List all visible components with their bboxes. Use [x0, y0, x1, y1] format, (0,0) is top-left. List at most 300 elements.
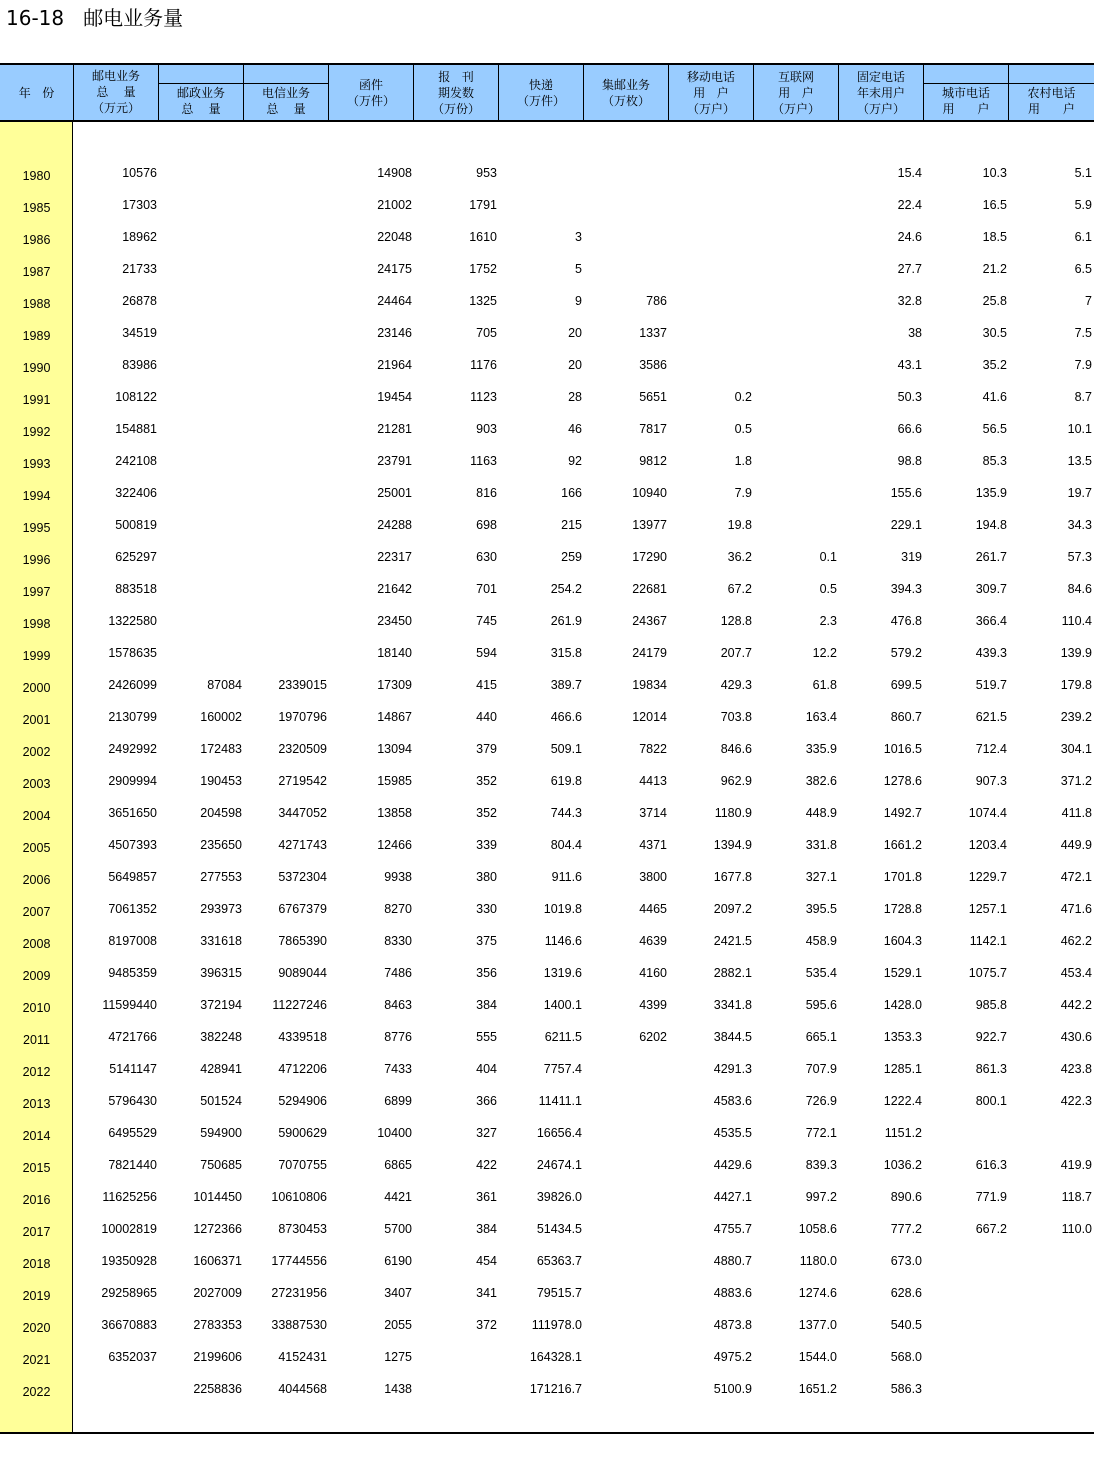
cell-urban: 667.2	[975, 1222, 1007, 1236]
cell-total: 5141147	[109, 1062, 157, 1076]
cell-rural: 118.7	[1061, 1190, 1092, 1204]
cell-stamps: 9812	[639, 454, 667, 468]
header-year	[0, 65, 74, 120]
cell-periodicals: 384	[476, 1222, 497, 1236]
table-row	[0, 1342, 1094, 1374]
cell-rural: 419.9	[1060, 1158, 1092, 1172]
cell-internet: 1377.0	[798, 1318, 837, 1332]
cell-stamps: 4465	[639, 902, 667, 916]
table-row	[0, 190, 1094, 222]
cell-urban: 922.7	[975, 1030, 1007, 1044]
cell-periodicals: 356	[476, 966, 497, 980]
table-row	[0, 254, 1094, 286]
cell-postal: 2199606	[193, 1350, 242, 1364]
cell-urban: 1257.1	[968, 902, 1007, 916]
cell-mobile: 4880.7	[713, 1254, 752, 1268]
cell-rural: 472.1	[1060, 870, 1092, 884]
cell-postal: 501524	[200, 1094, 242, 1108]
cell-letters: 21281	[377, 422, 412, 436]
cell-internet: 0.1	[819, 550, 837, 564]
cell-internet: 163.4	[805, 710, 837, 724]
cell-periodicals: 1610	[469, 230, 497, 244]
cell-internet: 382.6	[805, 774, 837, 788]
cell-fixed: 1222.4	[883, 1094, 922, 1108]
cell-internet: 707.9	[805, 1062, 837, 1076]
cell-fixed: 1278.6	[883, 774, 922, 788]
cell-mobile: 1677.8	[713, 870, 752, 884]
cell-year: 2002	[22, 745, 51, 759]
cell-year: 1988	[22, 297, 51, 311]
table-row	[0, 670, 1094, 702]
cell-telecom: 6767379	[278, 902, 327, 916]
cell-express: 164328.1	[529, 1350, 582, 1364]
cell-internet: 331.8	[805, 838, 837, 852]
cell-urban: 25.8	[982, 294, 1007, 308]
cell-internet: 595.6	[805, 998, 837, 1012]
cell-express: 259	[561, 550, 582, 564]
cell-mobile: 67.2	[727, 582, 752, 596]
cell-mobile: 429.3	[720, 678, 752, 692]
cell-total: 7821440	[108, 1158, 157, 1172]
header-express	[499, 65, 584, 120]
header-fixed	[839, 65, 924, 120]
cell-fixed: 1285.1	[883, 1062, 922, 1076]
cell-mobile: 4535.5	[713, 1126, 752, 1140]
cell-fixed: 568.0	[890, 1350, 922, 1364]
cell-rural: 57.3	[1067, 550, 1092, 564]
cell-rural: 442.2	[1060, 998, 1092, 1012]
cell-rural: 423.8	[1060, 1062, 1092, 1076]
cell-telecom: 4152431	[278, 1350, 327, 1364]
cell-total: 83986	[122, 358, 157, 372]
cell-mobile: 4755.7	[713, 1222, 752, 1236]
cell-periodicals: 341	[476, 1286, 497, 1300]
header-periodicals-label: 报 刊 期发数 （万份）	[431, 70, 480, 116]
cell-internet: 665.1	[805, 1030, 837, 1044]
header-stamps-label: 集邮业务 （万枚）	[601, 78, 650, 108]
cell-periodicals: 352	[476, 806, 497, 820]
cell-year: 2022	[22, 1385, 51, 1399]
cell-fixed: 50.3	[897, 390, 922, 404]
table-row	[0, 638, 1094, 670]
cell-internet: 1180.0	[799, 1254, 837, 1268]
cell-letters: 4421	[384, 1190, 412, 1204]
cell-urban: 18.5	[982, 230, 1007, 244]
table-row	[0, 734, 1094, 766]
cell-year: 2016	[22, 1193, 51, 1207]
cell-urban: 30.5	[982, 326, 1007, 340]
cell-total: 5649857	[108, 870, 157, 884]
cell-total: 26878	[122, 294, 157, 308]
cell-rural: 34.3	[1067, 518, 1092, 532]
cell-stamps: 3800	[639, 870, 667, 884]
header-letters-label: 函件 （万件）	[346, 78, 395, 108]
cell-year: 2013	[22, 1097, 51, 1111]
table-row	[0, 574, 1094, 606]
cell-fixed: 1604.3	[883, 934, 922, 948]
cell-year: 2001	[22, 713, 51, 727]
cell-urban: 907.3	[975, 774, 1007, 788]
table-row	[0, 830, 1094, 862]
cell-express: 111978.0	[531, 1318, 582, 1332]
table-row	[0, 894, 1094, 926]
cell-letters: 8270	[384, 902, 412, 916]
cell-year: 1980	[22, 169, 51, 183]
cell-total: 625297	[115, 550, 157, 564]
cell-fixed: 890.6	[890, 1190, 922, 1204]
cell-total: 34519	[122, 326, 157, 340]
cell-urban: 985.8	[975, 998, 1007, 1012]
cell-mobile: 703.8	[720, 710, 752, 724]
header-periodicals	[414, 65, 499, 120]
cell-stamps: 24367	[632, 614, 667, 628]
cell-telecom: 7070755	[278, 1158, 327, 1172]
table-row	[0, 990, 1094, 1022]
cell-internet: 327.1	[805, 870, 837, 884]
cell-letters: 25001	[377, 486, 412, 500]
cell-letters: 8463	[384, 998, 412, 1012]
cell-stamps: 12014	[632, 710, 667, 724]
header-stamps	[584, 65, 669, 120]
cell-postal: 382248	[200, 1030, 242, 1044]
cell-total: 2130799	[108, 710, 157, 724]
cell-express: 5	[575, 262, 582, 276]
cell-postal: 1272366	[193, 1222, 242, 1236]
cell-year: 2020	[22, 1321, 51, 1335]
cell-express: 254.2	[550, 582, 582, 596]
header-total-label: 邮电业务 总 量 （万元）	[91, 69, 140, 115]
cell-stamps: 17290	[632, 550, 667, 564]
cell-stamps: 6202	[639, 1030, 667, 1044]
cell-mobile: 5100.9	[713, 1382, 752, 1396]
header-postal-label: 邮政业务 总 量	[176, 86, 225, 116]
cell-stamps: 3586	[639, 358, 667, 372]
cell-urban: 1074.4	[968, 806, 1007, 820]
cell-internet: 335.9	[805, 742, 837, 756]
cell-express: 16656.4	[536, 1126, 582, 1140]
cell-periodicals: 1163	[470, 454, 497, 468]
cell-periodicals: 816	[476, 486, 497, 500]
cell-urban: 194.8	[975, 518, 1007, 532]
cell-fixed: 1016.5	[883, 742, 922, 756]
cell-letters: 18140	[377, 646, 412, 660]
cell-urban: 1142.1	[969, 934, 1007, 948]
cell-mobile: 1180.9	[714, 806, 752, 820]
cell-total: 3651650	[108, 806, 157, 820]
cell-mobile: 19.8	[727, 518, 752, 532]
cell-rural: 84.6	[1067, 582, 1092, 596]
cell-rural: 139.9	[1060, 646, 1092, 660]
cell-periodicals: 440	[476, 710, 497, 724]
cell-rural: 110.0	[1061, 1222, 1092, 1236]
cell-periodicals: 555	[476, 1030, 497, 1044]
cell-fixed: 1353.3	[883, 1030, 922, 1044]
table-row	[0, 414, 1094, 446]
cell-year: 1997	[22, 585, 51, 599]
cell-telecom: 17744556	[271, 1254, 327, 1268]
table-row	[0, 1182, 1094, 1214]
cell-year: 2006	[22, 873, 51, 887]
cell-express: 20	[568, 326, 582, 340]
cell-mobile: 207.7	[720, 646, 752, 660]
cell-fixed: 98.8	[897, 454, 922, 468]
cell-internet: 12.2	[812, 646, 837, 660]
cell-mobile: 0.5	[734, 422, 752, 436]
cell-stamps: 4413	[639, 774, 667, 788]
cell-express: 28	[568, 390, 582, 404]
cell-fixed: 628.6	[890, 1286, 922, 1300]
cell-mobile: 3341.8	[713, 998, 752, 1012]
cell-express: 619.8	[550, 774, 582, 788]
cell-letters: 21642	[377, 582, 412, 596]
cell-fixed: 1529.1	[883, 966, 922, 980]
cell-express: 3	[575, 230, 582, 244]
cell-year: 1998	[22, 617, 51, 631]
header-total	[74, 65, 159, 120]
cell-mobile: 962.9	[720, 774, 752, 788]
table-row	[0, 1310, 1094, 1342]
table-row	[0, 350, 1094, 382]
cell-fixed: 579.2	[890, 646, 922, 660]
cell-letters: 23146	[377, 326, 412, 340]
header-fixed-label: 固定电话 年末用户 （万户）	[856, 70, 905, 116]
cell-urban: 41.6	[982, 390, 1007, 404]
cell-periodicals: 745	[476, 614, 497, 628]
cell-urban: 309.7	[975, 582, 1007, 596]
cell-express: 24674.1	[536, 1158, 582, 1172]
cell-fixed: 229.1	[890, 518, 922, 532]
cell-stamps: 19834	[632, 678, 667, 692]
cell-total: 19350928	[101, 1254, 157, 1268]
cell-periodicals: 953	[476, 166, 497, 180]
table-row	[0, 1022, 1094, 1054]
cell-letters: 7486	[384, 966, 412, 980]
cell-fixed: 860.7	[890, 710, 922, 724]
cell-fixed: 1728.8	[883, 902, 922, 916]
cell-letters: 23791	[377, 454, 412, 468]
cell-telecom: 33887530	[271, 1318, 327, 1332]
cell-total: 8197008	[108, 934, 157, 948]
cell-periodicals: 415	[476, 678, 497, 692]
header-subgroup-divider-phone	[924, 83, 1094, 84]
cell-rural: 8.7	[1074, 390, 1092, 404]
cell-postal: 235650	[200, 838, 242, 852]
cell-internet: 61.8	[812, 678, 837, 692]
cell-year: 1993	[22, 457, 51, 471]
cell-letters: 24288	[377, 518, 412, 532]
cell-fixed: 66.6	[897, 422, 922, 436]
cell-mobile: 2421.5	[713, 934, 752, 948]
cell-postal: 396315	[200, 966, 242, 980]
cell-telecom: 9089044	[278, 966, 327, 980]
cell-postal: 277553	[200, 870, 242, 884]
cell-periodicals: 705	[476, 326, 497, 340]
cell-letters: 22317	[377, 550, 412, 564]
table-row	[0, 798, 1094, 830]
cell-express: 744.3	[550, 806, 582, 820]
cell-rural: 304.1	[1060, 742, 1092, 756]
cell-total: 36670883	[101, 1318, 157, 1332]
cell-mobile: 4883.6	[713, 1286, 752, 1300]
cell-postal: 428941	[200, 1062, 242, 1076]
cell-fixed: 476.8	[890, 614, 922, 628]
cell-postal: 2027009	[193, 1286, 242, 1300]
cell-mobile: 0.2	[734, 390, 752, 404]
cell-internet: 535.4	[805, 966, 837, 980]
cell-telecom: 2320509	[278, 742, 327, 756]
cell-postal: 331618	[200, 934, 242, 948]
cell-periodicals: 594	[476, 646, 497, 660]
cell-periodicals: 380	[476, 870, 497, 884]
cell-total: 11599440	[102, 998, 157, 1012]
cell-letters: 9938	[384, 870, 412, 884]
cell-mobile: 128.8	[720, 614, 752, 628]
cell-total: 108122	[115, 390, 157, 404]
cell-total: 21733	[122, 262, 157, 276]
cell-telecom: 5372304	[278, 870, 327, 884]
cell-postal: 190453	[200, 774, 242, 788]
cell-periodicals: 1176	[470, 358, 497, 372]
cell-mobile: 4291.3	[713, 1062, 752, 1076]
table-row	[0, 862, 1094, 894]
table-row	[0, 542, 1094, 574]
cell-total: 242108	[115, 454, 157, 468]
cell-letters: 6865	[384, 1158, 412, 1172]
cell-mobile: 2882.1	[713, 966, 752, 980]
cell-telecom: 10610806	[271, 1190, 327, 1204]
cell-rural: 7.9	[1074, 358, 1092, 372]
cell-fixed: 319	[901, 550, 922, 564]
cell-express: 171216.7	[529, 1382, 582, 1396]
cell-internet: 1544.0	[798, 1350, 837, 1364]
cell-mobile: 3844.5	[713, 1030, 752, 1044]
cell-urban: 439.3	[975, 646, 1007, 660]
cell-year: 2018	[22, 1257, 51, 1271]
cell-letters: 15985	[377, 774, 412, 788]
cell-total: 6352037	[108, 1350, 157, 1364]
cell-fixed: 1492.7	[883, 806, 922, 820]
cell-postal: 2258836	[193, 1382, 242, 1396]
cell-express: 389.7	[550, 678, 582, 692]
table-row	[0, 1054, 1094, 1086]
cell-fixed: 777.2	[890, 1222, 922, 1236]
cell-letters: 23450	[377, 614, 412, 628]
cell-mobile: 846.6	[720, 742, 752, 756]
cell-letters: 24464	[377, 294, 412, 308]
cell-express: 166	[561, 486, 582, 500]
cell-total: 322406	[115, 486, 157, 500]
cell-total: 9485359	[108, 966, 157, 980]
cell-year: 2011	[23, 1033, 50, 1047]
cell-periodicals: 701	[476, 582, 497, 596]
cell-fixed: 1428.0	[883, 998, 922, 1012]
cell-periodicals: 1325	[469, 294, 497, 308]
cell-express: 79515.7	[536, 1286, 582, 1300]
cell-rural: 371.2	[1060, 774, 1092, 788]
cell-periodicals: 404	[476, 1062, 497, 1076]
cell-stamps: 24179	[632, 646, 667, 660]
cell-express: 11411.1	[538, 1094, 582, 1108]
cell-urban: 1229.7	[968, 870, 1007, 884]
cell-year: 1987	[22, 265, 51, 279]
cell-rural: 6.5	[1074, 262, 1092, 276]
cell-rural: 430.6	[1060, 1030, 1092, 1044]
cell-express: 1400.1	[543, 998, 582, 1012]
table-row	[0, 702, 1094, 734]
cell-stamps: 4371	[639, 838, 667, 852]
cell-year: 1992	[22, 425, 51, 439]
cell-internet: 726.9	[805, 1094, 837, 1108]
cell-total: 5796430	[108, 1094, 157, 1108]
cell-total: 2426099	[108, 678, 157, 692]
cell-year: 2000	[22, 681, 51, 695]
cell-rural: 462.2	[1060, 934, 1092, 948]
cell-urban: 10.3	[982, 166, 1007, 180]
cell-periodicals: 375	[476, 934, 497, 948]
cell-rural: 7.5	[1074, 326, 1092, 340]
cell-total: 6495529	[108, 1126, 157, 1140]
cell-year: 2015	[22, 1161, 51, 1175]
cell-total: 154881	[115, 422, 157, 436]
cell-total: 10002819	[101, 1222, 157, 1236]
cell-mobile: 4873.8	[713, 1318, 752, 1332]
header-express-label: 快递 （万件）	[516, 78, 565, 108]
cell-rural: 449.9	[1060, 838, 1092, 852]
cell-mobile: 2097.2	[713, 902, 752, 916]
cell-express: 46	[568, 422, 582, 436]
cell-total: 1322580	[108, 614, 157, 628]
cell-mobile: 4429.6	[713, 1158, 752, 1172]
cell-letters: 14908	[377, 166, 412, 180]
cell-letters: 13858	[377, 806, 412, 820]
cell-rural: 6.1	[1074, 230, 1092, 244]
cell-total: 2909994	[108, 774, 157, 788]
cell-year: 1999	[22, 649, 51, 663]
cell-stamps: 7822	[639, 742, 667, 756]
cell-internet: 395.5	[805, 902, 837, 916]
cell-fixed: 32.8	[897, 294, 922, 308]
cell-fixed: 586.3	[890, 1382, 922, 1396]
cell-year: 1989	[22, 329, 51, 343]
cell-fixed: 1661.2	[883, 838, 922, 852]
cell-postal: 1606371	[193, 1254, 242, 1268]
cell-rural: 13.5	[1067, 454, 1092, 468]
cell-total: 29258965	[101, 1286, 157, 1300]
table-row	[0, 446, 1094, 478]
cell-stamps: 13977	[632, 518, 667, 532]
cell-rural: 179.8	[1060, 678, 1092, 692]
cell-letters: 12466	[377, 838, 412, 852]
header-subgroup-divider-postal	[159, 83, 329, 84]
cell-letters: 2055	[384, 1318, 412, 1332]
table-row	[0, 926, 1094, 958]
table-row	[0, 478, 1094, 510]
cell-urban: 261.7	[975, 550, 1007, 564]
cell-fixed: 155.6	[890, 486, 922, 500]
cell-telecom: 5900629	[278, 1126, 327, 1140]
cell-postal: 87084	[207, 678, 242, 692]
cell-postal: 172483	[200, 742, 242, 756]
cell-rural: 411.8	[1061, 806, 1092, 820]
cell-letters: 14867	[377, 710, 412, 724]
cell-postal: 160002	[200, 710, 242, 724]
cell-express: 65363.7	[536, 1254, 582, 1268]
cell-letters: 10400	[377, 1126, 412, 1140]
cell-internet: 2.3	[819, 614, 837, 628]
table-row	[0, 1214, 1094, 1246]
cell-stamps: 4160	[639, 966, 667, 980]
cell-stamps: 7817	[639, 422, 667, 436]
